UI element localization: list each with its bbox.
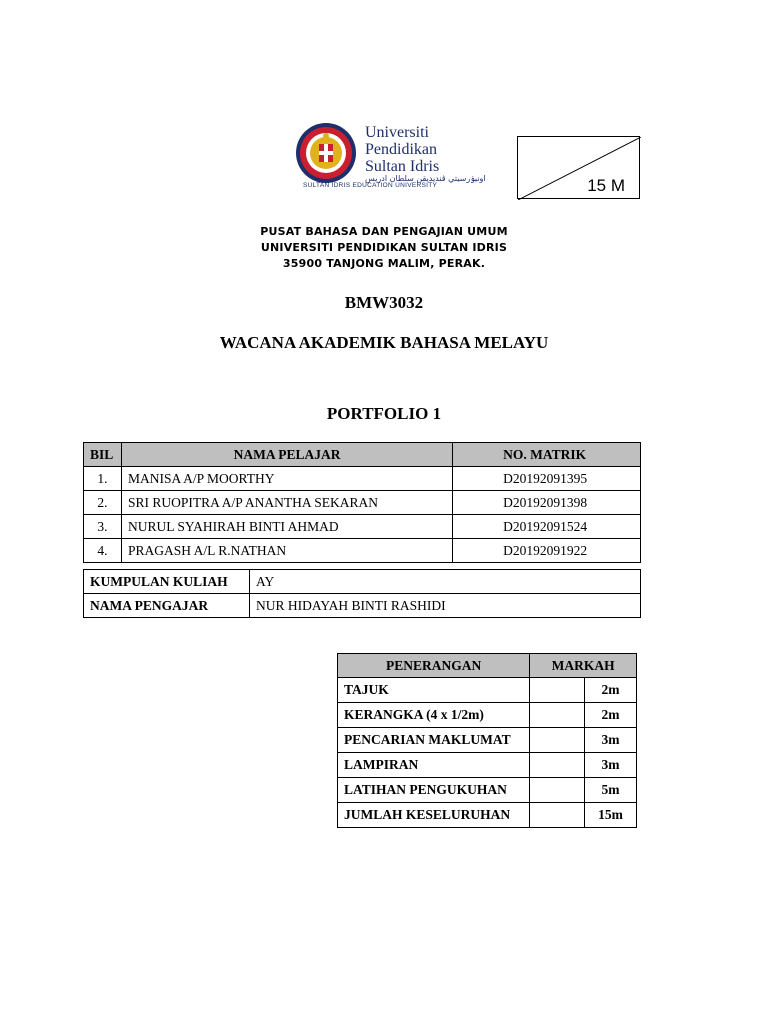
header-markah: MARKAH bbox=[530, 654, 637, 678]
logo-jawi-text: اونيۏرسيتي ڤنديديقن سلطان ادريس bbox=[365, 174, 486, 183]
mark-value: 15m bbox=[585, 803, 637, 828]
row-matrik: D20192091922 bbox=[453, 539, 641, 563]
mark-item: JUMLAH KESELURUHAN bbox=[338, 803, 530, 828]
students-table bbox=[83, 442, 641, 563]
mark-item: LAMPIRAN bbox=[338, 753, 530, 778]
university-seal-icon bbox=[295, 122, 357, 184]
logo-line-3: Sultan Idris bbox=[365, 158, 440, 175]
table-row bbox=[84, 515, 641, 539]
row-bil: 2. bbox=[84, 491, 122, 515]
logo-line-1: Universiti bbox=[365, 124, 429, 141]
table-row bbox=[338, 703, 637, 728]
mark-value: 5m bbox=[585, 778, 637, 803]
mark-blank bbox=[530, 803, 585, 828]
table-row bbox=[84, 539, 641, 563]
row-nama: MANISA A/P MOORTHY bbox=[121, 467, 452, 491]
mark-blank bbox=[530, 678, 585, 703]
class-info-table bbox=[83, 569, 641, 618]
mark-item: LATIHAN PENGUKUHAN bbox=[338, 778, 530, 803]
mark-value: 2m bbox=[585, 703, 637, 728]
row-nama: NURUL SYAHIRAH BINTI AHMAD bbox=[121, 515, 452, 539]
mark-blank bbox=[530, 703, 585, 728]
course-code: BMW3032 bbox=[344, 293, 424, 312]
mark-blank bbox=[530, 753, 585, 778]
header-line-1: PUSAT BAHASA DAN PENGAJIAN UMUM bbox=[260, 225, 508, 238]
row-bil: 4. bbox=[84, 539, 122, 563]
kumpulan-label: KUMPULAN KULIAH bbox=[84, 570, 250, 594]
marks-table-header bbox=[338, 654, 637, 678]
header-nama: NAMA PELAJAR bbox=[121, 443, 452, 467]
row-matrik: D20192091524 bbox=[453, 515, 641, 539]
row-nama: PRAGASH A/L R.NATHAN bbox=[121, 539, 452, 563]
total-mark-label: 15 M bbox=[587, 176, 625, 195]
mark-item: TAJUK bbox=[338, 678, 530, 703]
pengajar-value: NUR HIDAYAH BINTI RASHIDI bbox=[250, 594, 641, 618]
mark-blank bbox=[530, 728, 585, 753]
mark-blank bbox=[530, 778, 585, 803]
mark-item: PENCARIAN MAKLUMAT bbox=[338, 728, 530, 753]
row-matrik: D20192091395 bbox=[453, 467, 641, 491]
university-logo bbox=[295, 122, 486, 194]
header-penerangan: PENERANGAN bbox=[338, 654, 530, 678]
kumpulan-value: AY bbox=[250, 570, 641, 594]
table-row bbox=[84, 467, 641, 491]
table-row bbox=[338, 728, 637, 753]
header-matrik: NO. MATRIK bbox=[453, 443, 641, 467]
row-matrik: D20192091398 bbox=[453, 491, 641, 515]
mark-value: 3m bbox=[585, 728, 637, 753]
logo-wordmark bbox=[365, 124, 457, 175]
pengajar-row bbox=[84, 594, 641, 618]
mark-value: 3m bbox=[585, 753, 637, 778]
table-row bbox=[338, 778, 637, 803]
table-row bbox=[338, 803, 637, 828]
kumpulan-row bbox=[84, 570, 641, 594]
assignment-title: PORTFOLIO 1 bbox=[326, 404, 442, 423]
total-mark-box bbox=[517, 136, 640, 199]
row-nama: SRI RUOPITRA A/P ANANTHA SEKARAN bbox=[121, 491, 452, 515]
row-bil: 1. bbox=[84, 467, 122, 491]
course-name: WACANA AKADEMIK BAHASA MELAYU bbox=[219, 333, 549, 352]
pengajar-label: NAMA PENGAJAR bbox=[84, 594, 250, 618]
logo-subtitle: SULTAN IDRIS EDUCATION UNIVERSITY bbox=[303, 182, 438, 189]
table-row bbox=[84, 491, 641, 515]
table-row bbox=[338, 753, 637, 778]
header-line-2: UNIVERSITI PENDIDIKAN SULTAN IDRIS bbox=[260, 241, 508, 254]
students-table-header bbox=[84, 443, 641, 467]
mark-item: KERANGKA (4 x 1/2m) bbox=[338, 703, 530, 728]
logo-line-2: Pendidikan bbox=[365, 141, 437, 158]
header-bil: BIL bbox=[84, 443, 122, 467]
mark-value: 2m bbox=[585, 678, 637, 703]
marks-table bbox=[337, 653, 637, 828]
table-row bbox=[338, 678, 637, 703]
row-bil: 3. bbox=[84, 515, 122, 539]
header-line-3: 35900 TANJONG MALIM, PERAK. bbox=[282, 257, 486, 270]
